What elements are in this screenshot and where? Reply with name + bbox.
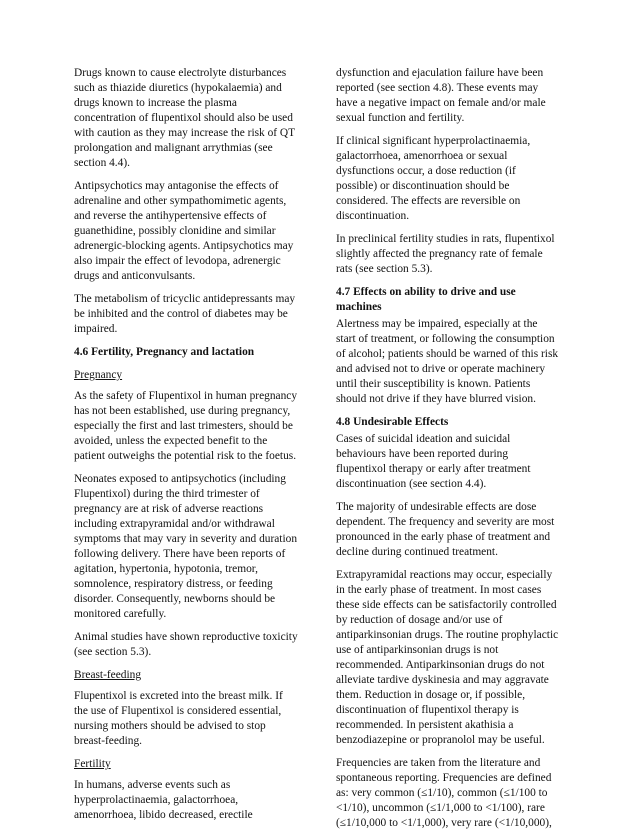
- fertility-paragraph-continued: dysfunction and ejaculation failure have been reported (see section 4.8). These events may have a negative impact on female and/or male sexual function and fertility.: [336, 67, 546, 124]
- interactions-paragraph-electrolyte: Drugs known to cause electrolyte disturbances such as thiazide diuretics (hypokalaemia) and drugs known to increase the plasma concentration of flupentixol should also be used with caution as they may increase the risk of QT prolongation and malignant arrythmias (see section 4.4).: [74, 67, 296, 169]
- undesirable-paragraph-dose-dependent: The majority of undesirable effects are dose dependent. The frequency and severity are most pronounced in the early phase of treatment and decline during continued treatment.: [336, 501, 555, 558]
- breastfeeding-paragraph: Flupentixol is excreted into the breast milk. If the use of Flupentixol is considered essential, nursing mothers should be advised to stop breast-feeding.: [74, 690, 283, 747]
- left-column: [74, 66, 310, 823]
- interactions-paragraph-antipsychotics: Antipsychotics may antagonise the effects of adrenaline and other sympathomimetic agents, and reverse the antihypertensive effects of guanethidine, possibly clonidine and similar adrenergic-blocking agents. Antipsychotics may also impair the effect of levodopa, adrenergic drugs and anticonvulsants.: [74, 180, 294, 282]
- fertility-paragraph-preclinical: In preclinical fertility studies in rats, flupentixol slightly affected the pregnancy rate of female rats (see section 5.3).: [336, 233, 555, 275]
- undesirable-paragraph-frequencies: Frequencies are taken from the literature and spontaneous reporting. Frequencies are defined as: very common (≤1/10), common (≤1/100 to <1/10), uncommon (≤1/1,000 to <1/100), rare (≤1/10,000 to <1/1,000), very rare (<1/10,000),: [336, 757, 552, 829]
- undesirable-paragraph-suicidal: Cases of suicidal ideation and suicidal behaviours have been reported during flupentixol therapy or early after treatment discontinuation (see section 4.4).: [336, 433, 531, 490]
- section-heading-4-8: 4.8 Undesirable Effects: [336, 416, 449, 428]
- section-heading-4-7: 4.7 Effects on ability to drive and use machines: [336, 286, 516, 313]
- interactions-paragraph-tricyclic: The metabolism of tricyclic antidepressants may be inhibited and the control of diabetes may be impaired.: [74, 293, 296, 335]
- pregnancy-paragraph-safety: As the safety of Flupentixol in human pregnancy has not been established, use during pregnancy, especially the first and last trimesters, should be avoided, unless the expected benefit to the patient outweighs the potential risk to the foetus.: [74, 390, 298, 462]
- pregnancy-paragraph-neonates: Neonates exposed to antipsychotics (including Flupentixol) during the third trimester of pregnancy are at risk of adverse reactions including extrapyramidal and/or withdrawal symptoms that may vary in severity and duration following delivery. There have been reports of agitation, hypertonia, hypotonia, tremor, somnolence, respiratory distress, or feeding disorder. Consequently, newborns should be monitored carefully.: [74, 473, 298, 620]
- subheading-breastfeeding: Breast-feeding: [74, 669, 142, 681]
- subheading-fertility: Fertility: [74, 758, 111, 770]
- section-heading-4-6: 4.6 Fertility, Pregnancy and lactation: [74, 346, 255, 358]
- subheading-pregnancy: Pregnancy: [74, 369, 123, 381]
- right-column: [336, 66, 568, 831]
- fertility-paragraph-hyperprolactinaemia: If clinical significant hyperprolactinaemia, galactorrhoea, amenorrhoea or sexual dysfunctions occur, a dose reduction (if possible) or discontinuation should be considered. The effects are reversible on discontinuation.: [336, 135, 531, 222]
- pregnancy-paragraph-animal-studies: Animal studies have shown reproductive toxicity (see section 5.3).: [74, 631, 298, 658]
- fertility-paragraph-human: In humans, adverse events such as hyperprolactinaemia, galactorrhoea, amenorrhoea, libido decreased, erectile: [74, 779, 253, 821]
- driving-paragraph: Alertness may be impaired, especially at the start of treatment, or following the consumption of alcohol; patients should be warned of this risk and advised not to drive or operate machinery until their susceptibility is known. Patients should not drive if they have blurred vision.: [336, 318, 559, 405]
- undesirable-paragraph-extrapyramidal: Extrapyramidal reactions may occur, especially in the early phase of treatment. In most cases these side effects can be satisfactorily controlled by reduction of dosage and/or use of antiparkinsonian drugs. The routine prophylactic use of antiparkinsonian drugs is not recommended. Antiparkinsonian drugs do not alleviate tardive dyskinesia and may aggravate them. Reduction in dosage or, if possible, discontinuation of flupentixol therapy is recommended. In persistent akathisia a benzodiazepine or propranolol may be useful.: [336, 569, 559, 746]
